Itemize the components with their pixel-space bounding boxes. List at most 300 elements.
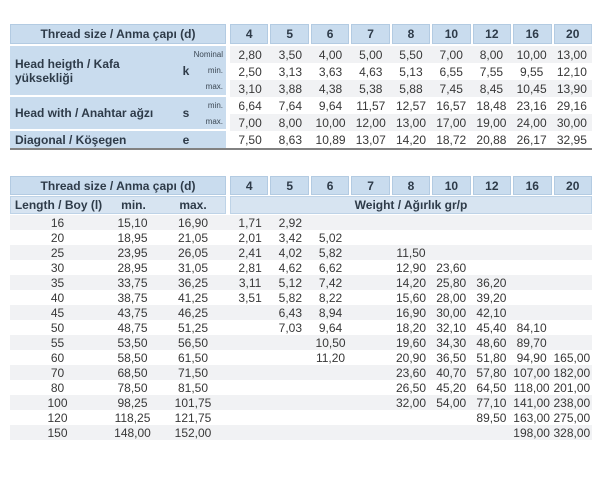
dim-cell: 20,88 xyxy=(476,132,507,147)
dim-cell: 8,00 xyxy=(479,47,504,62)
weight-cell: 30,00 xyxy=(436,305,467,320)
weight-cell xyxy=(391,215,431,230)
weight-cell xyxy=(512,305,552,320)
min-label: min. xyxy=(121,198,146,212)
weight-cell xyxy=(230,425,270,440)
dim-cell: 4,38 xyxy=(318,81,343,96)
weight-cell xyxy=(471,260,511,275)
weight-cell xyxy=(230,380,270,395)
diameter-header-10: 10 xyxy=(432,176,470,195)
weight-cell: 1,71 xyxy=(238,215,262,230)
diameter-header-4: 4 xyxy=(230,176,268,195)
weight-cell: 39,20 xyxy=(476,290,507,305)
dim-group-sublabels xyxy=(194,46,226,95)
weight-cell: 10,50 xyxy=(315,335,346,350)
weight-cell: 25,80 xyxy=(436,275,467,290)
weight-row xyxy=(10,410,592,425)
length-min-max-header xyxy=(10,196,226,214)
weight-cell: 238,00 xyxy=(553,395,591,410)
weight-cell: 141,00 xyxy=(513,395,550,410)
weight-cell: 20,90 xyxy=(395,350,426,365)
weight-cell xyxy=(552,245,592,260)
dim-cell: 10,45 xyxy=(516,81,547,96)
weight-cell: 163,00 xyxy=(513,410,550,425)
dimensions-table-body xyxy=(10,46,592,148)
weight-cell xyxy=(471,215,511,230)
weight-cell: 89,70 xyxy=(516,335,547,350)
dim-cell: 7,64 xyxy=(278,98,302,113)
weight-cell xyxy=(270,395,310,410)
dim-cell: 7,55 xyxy=(479,64,504,79)
weight-cell: 11,50 xyxy=(396,245,426,260)
dim-cell: 10,00 xyxy=(516,47,547,62)
dim-data-grid xyxy=(230,46,592,148)
weight-cell: 107,00 xyxy=(513,365,550,380)
dimensions-table-header xyxy=(10,24,592,44)
dim-cell: 5,88 xyxy=(399,81,423,96)
dim-sublabel: min. xyxy=(207,100,223,110)
weight-cell xyxy=(351,290,391,305)
weight-cell: 32,00 xyxy=(395,395,426,410)
weight-cell: 57,80 xyxy=(476,365,507,380)
weight-cell: 5,82 xyxy=(318,245,343,260)
dim-cell: 7,00 xyxy=(238,115,262,130)
weight-cell xyxy=(310,425,350,440)
thread-size-header: Thread size / Anma çapı (d) xyxy=(10,24,226,44)
weight-cell: 28,00 xyxy=(436,290,467,305)
weight-cell xyxy=(512,260,552,275)
dim-data-row xyxy=(230,80,592,97)
dim-cell: 2,80 xyxy=(238,47,262,62)
weight-cell xyxy=(471,425,511,440)
dim-data-row xyxy=(230,97,592,114)
weight-row xyxy=(10,380,592,395)
dim-cell: 5,38 xyxy=(359,81,383,96)
weight-cell: 2,81 xyxy=(238,260,262,275)
weight-cell xyxy=(270,380,310,395)
weight-row xyxy=(10,395,592,410)
dim-cell: 6,64 xyxy=(238,98,262,113)
weight-cell xyxy=(351,215,391,230)
dimensions-table xyxy=(10,24,592,150)
min-cell: 33,75 xyxy=(117,275,148,290)
weight-row xyxy=(10,290,592,305)
weight-cell xyxy=(351,380,391,395)
dim-cell: 6,55 xyxy=(439,64,463,79)
weight-cell xyxy=(391,410,431,425)
weight-cell xyxy=(230,305,270,320)
weight-cell xyxy=(391,425,431,440)
dim-cell: 24,00 xyxy=(516,115,547,130)
weight-cell: 2,01 xyxy=(238,230,262,245)
dim-group-sublabels xyxy=(194,97,226,129)
weight-cell: 26,50 xyxy=(395,380,426,395)
weight-cell: 18,20 xyxy=(395,320,426,335)
max-cell: 31,05 xyxy=(177,260,209,275)
weight-cell xyxy=(310,365,350,380)
weight-cell: 19,60 xyxy=(395,335,426,350)
max-cell: 41,25 xyxy=(177,290,209,305)
dim-sublabel: min. xyxy=(207,65,223,75)
length-cell: 16 xyxy=(50,215,65,230)
diameter-header-7: 7 xyxy=(351,176,389,195)
weight-cell: 3,42 xyxy=(278,230,302,245)
weight-row xyxy=(10,350,592,365)
weight-cell: 11,20 xyxy=(315,350,346,365)
weight-row xyxy=(10,230,592,245)
weight-cell xyxy=(230,320,270,335)
weight-cell xyxy=(270,410,310,425)
weight-cell: 89,50 xyxy=(476,410,507,425)
dim-cell: 13,00 xyxy=(395,115,426,130)
min-cell: 98,25 xyxy=(117,395,148,410)
weight-cell xyxy=(270,335,310,350)
weight-cell: 40,70 xyxy=(436,365,467,380)
max-cell: 152,00 xyxy=(174,425,212,440)
weight-cell xyxy=(351,395,391,410)
dim-cell: 3,88 xyxy=(278,81,302,96)
weight-cell xyxy=(431,215,471,230)
weight-cell xyxy=(310,410,350,425)
weight-row xyxy=(10,260,592,275)
min-cell: 78,50 xyxy=(117,380,148,395)
max-cell: 121,75 xyxy=(174,410,212,425)
min-cell: 48,75 xyxy=(117,320,148,335)
weight-cell: 3,11 xyxy=(238,275,262,290)
weight-cell xyxy=(310,395,350,410)
diameter-header-8: 8 xyxy=(392,176,430,195)
weight-cell: 182,00 xyxy=(553,365,591,380)
length-cell: 120 xyxy=(47,410,68,425)
min-cell: 38,75 xyxy=(117,290,148,305)
weight-cell xyxy=(351,260,391,275)
dim-cell: 17,00 xyxy=(436,115,467,130)
min-cell: 118,25 xyxy=(114,410,151,425)
length-cell: 25 xyxy=(50,245,65,260)
weight-cell: 328,00 xyxy=(553,425,591,440)
weight-cell: 42,10 xyxy=(476,305,507,320)
weight-cell xyxy=(230,350,270,365)
dim-group-label: Head heigth / Kafa yüksekliği xyxy=(15,56,120,85)
weight-cell xyxy=(431,410,471,425)
weight-cell: 84,10 xyxy=(516,320,547,335)
weight-cell: 5,12 xyxy=(278,275,302,290)
diameter-header-16: 16 xyxy=(513,176,551,195)
weight-cell xyxy=(351,410,391,425)
dim-cell: 4,00 xyxy=(318,47,343,62)
dim-cell: 19,00 xyxy=(476,115,507,130)
dim-group-symbol: k xyxy=(182,63,190,78)
dim-cell: 4,63 xyxy=(359,64,383,79)
weight-cell: 16,90 xyxy=(395,305,426,320)
dim-cell: 9,55 xyxy=(519,64,544,79)
weight-cell: 4,62 xyxy=(278,260,302,275)
diameter-header-6: 6 xyxy=(311,176,349,195)
weight-cell xyxy=(351,425,391,440)
max-cell: 61,50 xyxy=(177,350,209,365)
dim-cell: 23,16 xyxy=(516,98,547,113)
weight-cell: 36,20 xyxy=(476,275,507,290)
dim-cell: 2,50 xyxy=(238,64,262,79)
min-cell: 68,50 xyxy=(117,365,148,380)
dim-cell: 3,63 xyxy=(318,64,343,79)
dim-cell: 7,50 xyxy=(238,132,262,147)
dim-data-row xyxy=(230,46,592,63)
max-cell: 56,50 xyxy=(177,335,209,350)
length-cell: 40 xyxy=(50,290,65,305)
weight-cell xyxy=(471,230,511,245)
weight-table xyxy=(10,176,592,440)
dim-group-e xyxy=(10,131,226,148)
length-cell: 100 xyxy=(47,395,68,410)
weight-row xyxy=(10,275,592,290)
weight-cell xyxy=(351,245,391,260)
dim-cell: 7,45 xyxy=(439,81,463,96)
weight-cell xyxy=(512,275,552,290)
dim-cell: 9,64 xyxy=(318,98,343,113)
weight-row xyxy=(10,335,592,350)
dim-data-row xyxy=(230,131,592,148)
max-cell: 46,25 xyxy=(177,305,209,320)
dim-cell: 5,50 xyxy=(399,47,423,62)
dim-cell: 30,00 xyxy=(556,115,587,130)
weight-cell: 15,60 xyxy=(395,290,426,305)
min-cell: 28,95 xyxy=(117,260,148,275)
weight-cell xyxy=(391,230,431,245)
weight-cell: 2,41 xyxy=(238,245,262,260)
weight-cell: 45,20 xyxy=(436,380,467,395)
weight-cell xyxy=(351,335,391,350)
weight-cell xyxy=(431,245,471,260)
dim-cell: 3,10 xyxy=(238,81,262,96)
weight-row xyxy=(10,425,592,440)
dim-group-label: Head with / Anahtar ağzı xyxy=(15,106,154,120)
weight-cell xyxy=(230,410,270,425)
weight-cell xyxy=(512,245,552,260)
dim-cell: 12,00 xyxy=(355,115,386,130)
dim-cell: 5,00 xyxy=(359,47,383,62)
max-cell: 21,05 xyxy=(177,230,209,245)
length-label: Length / Boy (l) xyxy=(14,198,103,212)
weight-cell: 34,30 xyxy=(436,335,467,350)
weight-cell xyxy=(351,305,391,320)
dim-cell: 29,16 xyxy=(556,98,587,113)
dim-group-symbol: s xyxy=(182,106,190,120)
max-cell: 51,25 xyxy=(177,320,209,335)
weight-cell: 45,40 xyxy=(476,320,507,335)
dim-sublabel xyxy=(194,131,226,148)
weight-table-subheader xyxy=(10,196,592,214)
weight-cell xyxy=(351,365,391,380)
weight-cell: 165,00 xyxy=(553,350,591,365)
weight-cell: 77,10 xyxy=(476,395,507,410)
weight-cell xyxy=(230,365,270,380)
length-cell: 70 xyxy=(50,365,65,380)
weight-cell xyxy=(512,215,552,230)
diameter-header-12: 12 xyxy=(473,24,511,44)
weight-cell: 6,43 xyxy=(278,305,302,320)
dim-sublabel: Nominal xyxy=(193,49,223,59)
diameter-header-16: 16 xyxy=(513,24,551,44)
dim-cell: 18,48 xyxy=(476,98,507,113)
weight-cell xyxy=(351,350,391,365)
diameter-header-5: 5 xyxy=(270,24,308,44)
weight-cell xyxy=(512,230,552,245)
diameter-column-headers-2 xyxy=(230,176,592,195)
weight-cell xyxy=(552,335,592,350)
dim-cell: 16,57 xyxy=(436,98,467,113)
length-cell: 30 xyxy=(50,260,65,275)
weight-cell xyxy=(431,425,471,440)
dim-cell: 3,50 xyxy=(278,47,302,62)
weight-cell: 2,92 xyxy=(278,215,302,230)
weight-cell xyxy=(310,380,350,395)
diameter-header-20: 20 xyxy=(554,176,592,195)
weight-cell: 48,60 xyxy=(476,335,507,350)
dim-cell: 11,57 xyxy=(356,98,386,113)
weight-cell: 32,10 xyxy=(436,320,467,335)
weight-table-header xyxy=(10,176,592,195)
weight-row xyxy=(10,305,592,320)
weight-cell xyxy=(552,290,592,305)
min-cell: 23,95 xyxy=(117,245,148,260)
dim-group-s xyxy=(10,97,226,131)
max-cell: 71,50 xyxy=(177,365,209,380)
diameter-header-12: 12 xyxy=(473,176,511,195)
weight-cell: 64,50 xyxy=(476,380,507,395)
weight-cell: 7,03 xyxy=(278,320,302,335)
diameter-column-headers xyxy=(230,24,592,44)
min-cell: 18,95 xyxy=(117,230,148,245)
dim-cell: 32,95 xyxy=(556,132,587,147)
dim-cell: 8,45 xyxy=(479,81,504,96)
weight-cell: 94,90 xyxy=(516,350,547,365)
dim-cell: 12,10 xyxy=(556,64,587,79)
diameter-header-5: 5 xyxy=(270,176,308,195)
weight-cell: 14,20 xyxy=(395,275,426,290)
weight-cell xyxy=(351,275,391,290)
weight-cell xyxy=(552,230,592,245)
dim-cell: 8,63 xyxy=(278,132,302,147)
length-cell: 35 xyxy=(50,275,65,290)
dim-cell: 3,13 xyxy=(278,64,302,79)
dim-sublabel: max. xyxy=(205,82,223,92)
weight-cell: 118,00 xyxy=(513,380,550,395)
weight-cell xyxy=(552,215,592,230)
weight-cell xyxy=(230,335,270,350)
weight-row xyxy=(10,245,592,260)
dim-cell: 26,17 xyxy=(516,132,547,147)
weight-cell: 23,60 xyxy=(395,365,426,380)
weight-cell: 3,51 xyxy=(238,290,262,305)
weight-cell xyxy=(552,305,592,320)
length-cell: 60 xyxy=(50,350,65,365)
dim-cell: 10,89 xyxy=(315,132,346,147)
max-cell: 16,90 xyxy=(177,215,209,230)
dim-cell: 5,13 xyxy=(399,64,423,79)
thread-size-header-2: Thread size / Anma çapı (d) xyxy=(10,176,226,195)
weight-cell: 198,00 xyxy=(513,425,550,440)
max-cell: 101,75 xyxy=(174,395,212,410)
weight-cell: 5,02 xyxy=(318,230,343,245)
weight-cell xyxy=(552,275,592,290)
diameter-header-6: 6 xyxy=(311,24,349,44)
weight-cell: 6,62 xyxy=(318,260,343,275)
min-cell: 148,00 xyxy=(114,425,151,440)
weight-band-label: Weight / Ağırlık gr/p xyxy=(230,196,592,214)
weight-cell xyxy=(230,395,270,410)
dim-cell: 18,72 xyxy=(436,132,467,147)
weight-cell xyxy=(512,290,552,305)
weight-cell: 36,50 xyxy=(436,350,467,365)
dim-cell: 8,00 xyxy=(278,115,302,130)
diameter-header-20: 20 xyxy=(554,24,592,44)
dim-data-row xyxy=(230,63,592,80)
dim-group-symbol: e xyxy=(182,132,190,147)
weight-cell xyxy=(552,260,592,275)
length-cell: 20 xyxy=(50,230,65,245)
diameter-header-7: 7 xyxy=(351,24,389,44)
weight-table-rows xyxy=(10,215,592,440)
weight-cell: 54,00 xyxy=(436,395,467,410)
dim-cell: 13,00 xyxy=(556,47,587,62)
weight-cell: 201,00 xyxy=(553,380,591,395)
weight-cell: 8,94 xyxy=(318,305,343,320)
dim-cell: 13,90 xyxy=(556,81,587,96)
weight-row xyxy=(10,215,592,230)
dim-cell: 14,20 xyxy=(395,132,426,147)
diameter-header-4: 4 xyxy=(230,24,268,44)
max-cell: 26,05 xyxy=(177,245,209,260)
max-cell: 36,25 xyxy=(177,275,209,290)
dim-cell: 10,00 xyxy=(315,115,346,130)
weight-cell: 275,00 xyxy=(553,410,591,425)
weight-cell xyxy=(310,215,350,230)
weight-cell: 9,64 xyxy=(318,320,343,335)
length-cell: 55 xyxy=(50,335,65,350)
weight-cell xyxy=(270,350,310,365)
weight-cell: 7,42 xyxy=(318,275,343,290)
length-cell: 45 xyxy=(50,305,65,320)
length-cell: 50 xyxy=(50,320,65,335)
weight-cell: 23,60 xyxy=(436,260,467,275)
dim-label-column xyxy=(10,46,226,148)
weight-cell xyxy=(270,425,310,440)
weight-cell xyxy=(270,365,310,380)
dim-group-k xyxy=(10,46,226,97)
weight-cell: 4,02 xyxy=(278,245,302,260)
weight-cell: 12,90 xyxy=(395,260,426,275)
weight-cell xyxy=(552,320,592,335)
weight-cell xyxy=(351,320,391,335)
dim-data-row xyxy=(230,114,592,131)
min-cell: 15,10 xyxy=(117,215,148,230)
diameter-header-10: 10 xyxy=(432,24,470,44)
dim-sublabel: max. xyxy=(205,116,223,126)
length-cell: 80 xyxy=(50,380,65,395)
weight-cell xyxy=(471,245,511,260)
diameter-header-8: 8 xyxy=(392,24,430,44)
dim-group-sublabels xyxy=(194,131,226,148)
max-label: max. xyxy=(179,198,207,212)
dim-cell: 12,57 xyxy=(395,98,426,113)
min-cell: 43,75 xyxy=(117,305,148,320)
min-cell: 58,50 xyxy=(117,350,148,365)
dim-cell: 13,07 xyxy=(355,132,386,147)
dim-group-label: Diagonal / Köşegen xyxy=(15,132,127,147)
weight-cell: 8,22 xyxy=(318,290,343,305)
weight-cell: 51,80 xyxy=(476,350,507,365)
